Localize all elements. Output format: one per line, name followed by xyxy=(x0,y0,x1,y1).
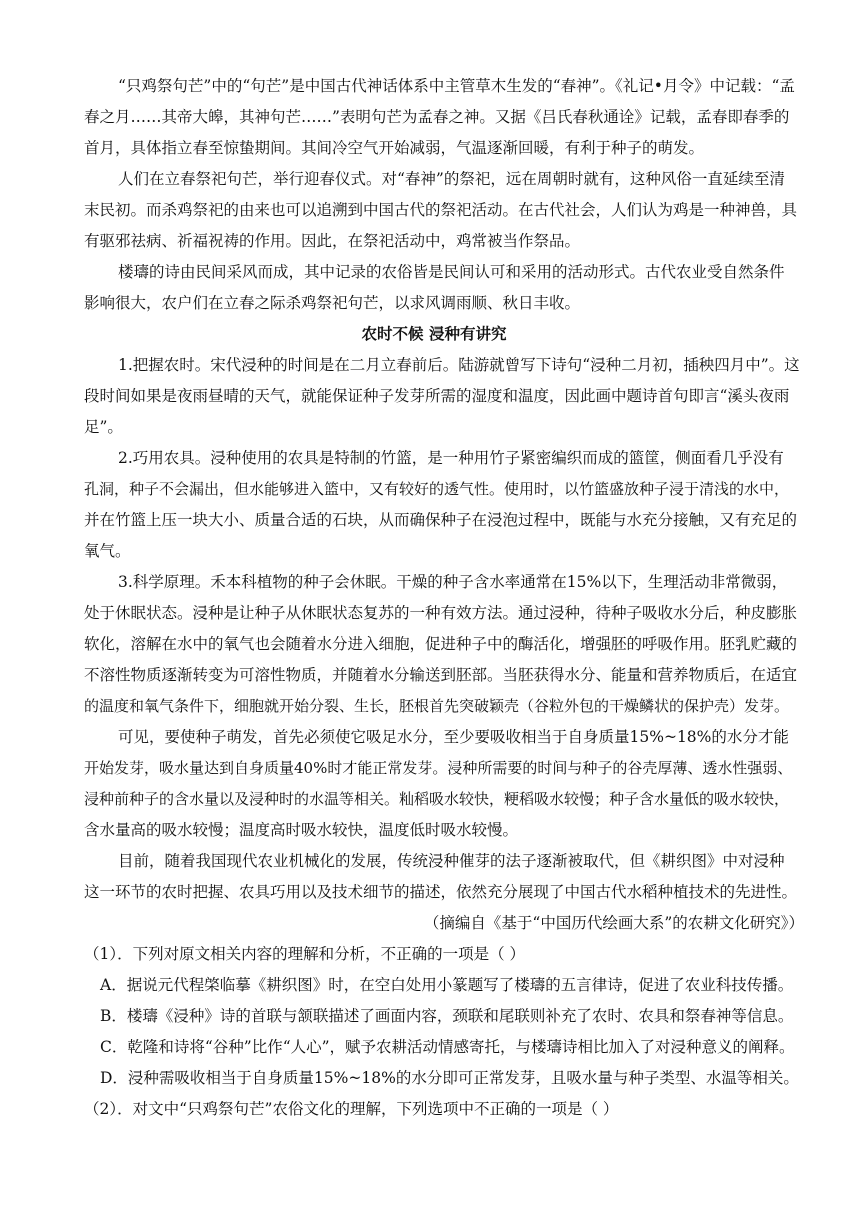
paragraph-line: 这一环节的农时把握、农具巧用以及技术细节的描述，依然充分展现了中国古代水稻种植技术的先进性。 xyxy=(84,883,798,901)
paragraph-line: 处于休眠状态。浸种是让种子从休眠状态复苏的一种有效方法。通过浸种，待种子吸收水分后，种皮膨胀 xyxy=(84,604,798,622)
question-stem: （1）．下列对原文相关内容的理解和分析，不正确的一项是（ ） xyxy=(84,945,526,963)
option-a: A．据说元代程棨临摹《耕织图》时，在空白处用小篆题写了楼璹的五言律诗，促进了农业科技传播。 xyxy=(100,976,794,994)
paragraph-line: 含水量高的吸水较慢；温度高时吸水较快，温度低时吸水较慢。 xyxy=(84,821,519,839)
paragraph-line: 3.科学原理。禾本科植物的种子会休眠。干燥的种子含水率通常在15%以下，生理活动非常微弱， xyxy=(118,573,788,591)
paragraph-line: 软化，溶解在水中的氧气也会随着水分进入细胞，促进种子中的酶活化，增强胚的呼吸作用。胚乳贮藏的 xyxy=(84,635,798,653)
paragraph-line: 开始发芽，吸水量达到自身质量40%时才能正常发芽。浸种所需要的时间与种子的谷壳厚薄、透水性强弱、 xyxy=(84,759,793,777)
paragraph-line: 影响很大，农户们在立春之际杀鸡祭祀句芒，以求风调雨顺、秋日丰收。 xyxy=(84,294,581,312)
paragraph-line: 有驱邪祛病、祈福祝祷的作用。因此，在祭祀活动中，鸡常被当作祭品。 xyxy=(84,232,581,250)
section-heading: 农时不候 浸种有讲究 xyxy=(361,325,507,343)
paragraph-line: 的温度和氧气条件下，细胞就开始分裂、生长，胚根首先突破颖壳（谷粒外包的干燥鳞状的保护壳）发芽。 xyxy=(84,697,790,715)
paragraph-line: 段时间如果是夜雨昼晴的天气，就能保证种子发芽所需的湿度和温度，因此画中题诗首句即言“溪头夜雨 xyxy=(84,387,790,405)
source-citation: （摘编自《基于“中国历代绘画大系”的农耕文化研究》） xyxy=(423,914,804,932)
paragraph-line: 末民初。而杀鸡祭祀的由来也可以追溯到中国古代的祭祀活动。在古代社会，人们认为鸡是一种神兽，具 xyxy=(84,201,798,219)
paragraph-line: 人们在立春祭祀句芒，举行迎春仪式。对“春神”的祭祀，远在周朝时就有，这种风俗一直延续至清 xyxy=(118,170,785,188)
paragraph-line: 可见，要使种子萌发，首先必须使它吸足水分，至少要吸收相当于自身质量15%~18%的水分才能 xyxy=(118,728,789,746)
paragraph-line: 足”。 xyxy=(84,418,123,436)
paragraph-line: 并在竹篮上压一块大小、质量合适的石块，从而确保种子在浸泡过程中，既能与水充分接触，又有充足的 xyxy=(84,511,798,529)
paragraph-line: 浸种前种子的含水量以及浸种时的水温等相关。籼稻吸水较快，粳稻吸水较慢；种子含水量低的吸水较快， xyxy=(84,790,790,808)
paragraph-line: 1.把握农时。宋代浸种的时间是在二月立春前后。陆游就曾写下诗句“浸种二月初，插秧四月中”。这 xyxy=(118,356,800,374)
option-b: B．楼璹《浸种》诗的首联与颔联描述了画面内容，颈联和尾联则补充了农时、农具和祭春神等信息。 xyxy=(100,1007,794,1025)
question-stem: （2）．对文中“只鸡祭句芒”农俗文化的理解，下列选项中不正确的一项是（ ） xyxy=(84,1100,619,1118)
paragraph-line: 春之月……其帝大皞，其神句芒……”表明句芒为孟春之神。又据《吕氏春秋通诠》记载，孟春即春季的 xyxy=(84,108,790,126)
paragraph-line: “只鸡祭句芒”中的“句芒”是中国古代神话体系中主管草木生发的“春神”。《礼记•月令》中记载：“孟 xyxy=(118,77,795,95)
paragraph-line: 首月，具体指立春至惊蛰期间。其间冷空气开始减弱，气温逐渐回暖，有利于种子的萌发。 xyxy=(84,139,705,157)
paragraph-line: 目前，随着我国现代农业机械化的发展，传统浸种催芽的法子逐渐被取代，但《耕织图》中对浸种 xyxy=(118,852,785,870)
paragraph-line: 氧气。 xyxy=(84,542,131,560)
paragraph-line: 2.巧用农具。浸种使用的农具是特制的竹篮，是一种用竹子紧密编织而成的篮筐，侧面看几乎没有 xyxy=(118,449,784,467)
paragraph-line: 不溶性物质逐渐转变为可溶性物质，并随着水分输送到胚部。当胚获得水分、能量和营养物质后，在适宜 xyxy=(84,666,798,684)
option-c: C．乾隆和诗将“谷种”比作“人心”，赋予农耕活动情感寄托，与楼璹诗相比加入了对浸种意义的阐释。 xyxy=(100,1038,795,1056)
paragraph-line: 楼璹的诗由民间采风而成，其中记录的农俗皆是民间认可和采用的活动形式。古代农业受自然条件 xyxy=(118,263,785,281)
option-d: D．浸种需吸收相当于自身质量15%~18%的水分即可正常发芽，且吸水量与种子类型、水温等相关。 xyxy=(100,1069,799,1087)
paragraph-line: 孔洞，种子不会漏出，但水能够进入篮中，又有较好的透气性。使用时，以竹篮盛放种子浸于清浅的水中， xyxy=(84,480,790,498)
